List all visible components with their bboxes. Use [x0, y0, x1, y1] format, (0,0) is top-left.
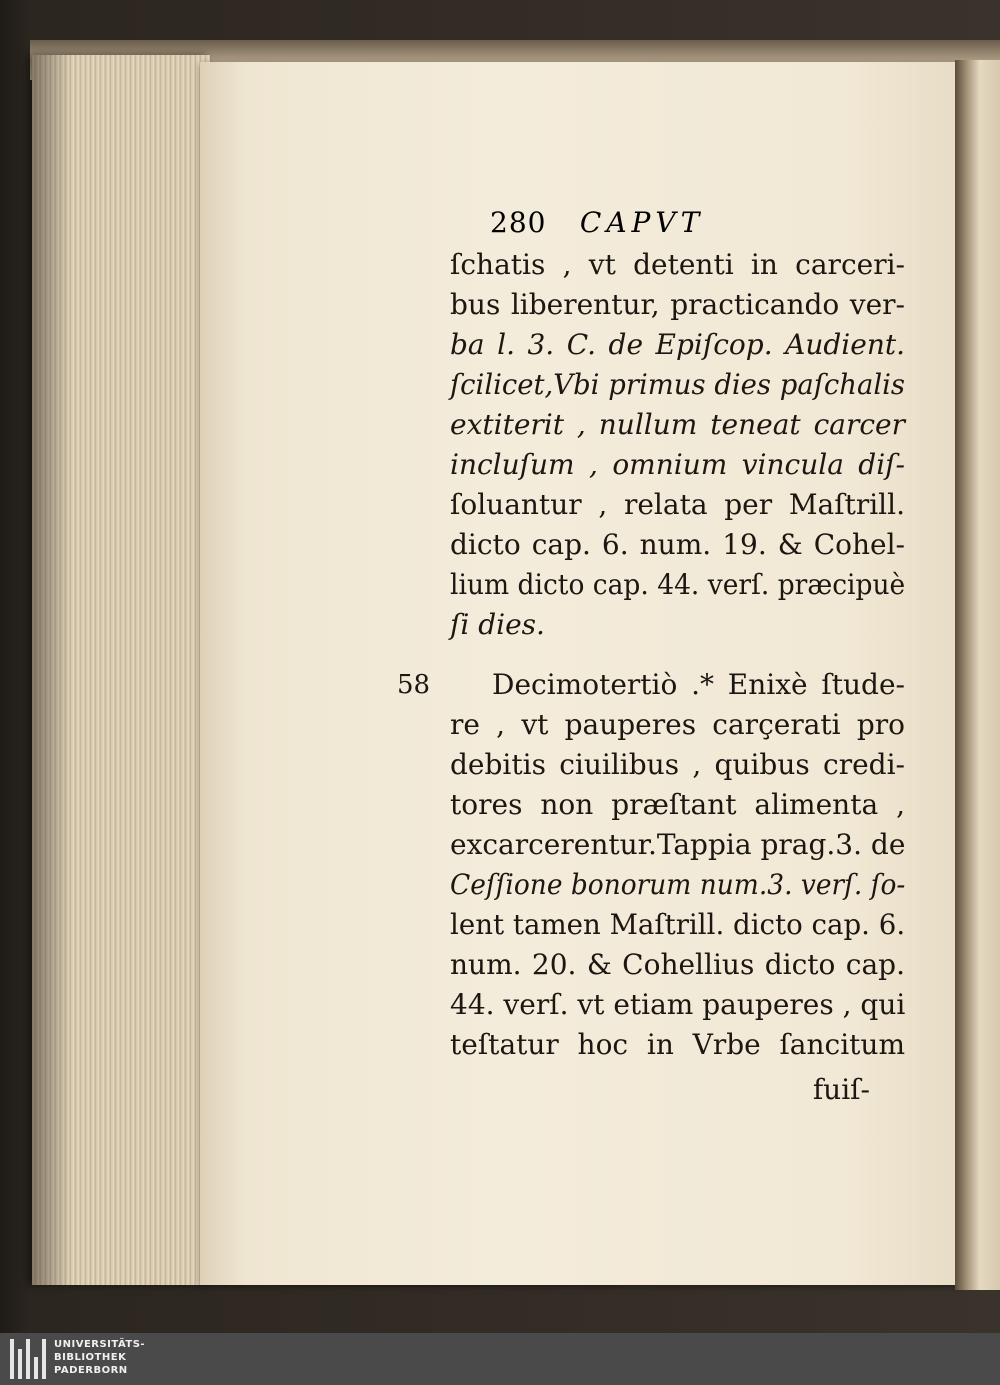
margin-number: 58: [397, 670, 431, 700]
catchword: fuiſ-: [812, 1073, 870, 1106]
text-line: Decimotertiò .* Enixè ſtude-: [492, 668, 905, 701]
library-footer: [0, 1333, 1000, 1385]
text-line: dicto cap. 6. num. 19. & Cohel-: [450, 528, 905, 561]
text-line: ba l. 3. C. de Epiſcop. Audient.: [450, 328, 905, 361]
text-line: ſcilicet,Vbi primus dies paſchalis: [450, 368, 905, 401]
running-head: CAPVT: [579, 206, 705, 239]
text-line: re , vt pauperes carçerati pro: [450, 708, 905, 741]
page-stack-shadow: [32, 55, 72, 1285]
library-logo-icon: [10, 1339, 46, 1379]
text-line: tores non præſtant alimenta ,: [450, 788, 905, 821]
text-line: ſchatis , vt detenti in carceri-: [450, 248, 905, 281]
text-line: excarcerentur.Tappia prag.3. de: [450, 828, 906, 861]
text-line: lium dicto cap. 44. verſ. præcipuè: [450, 568, 906, 601]
text-line: incluſum , omnium vincula diſ-: [450, 448, 905, 481]
library-name: [54, 1338, 145, 1377]
text-line: 44. verſ. vt etiam pauperes , qui: [450, 988, 906, 1021]
running-header: [490, 206, 790, 246]
page-number: 280: [490, 206, 547, 239]
text-line: teſtatur hoc in Vrbe ſancitum: [450, 1028, 905, 1061]
book-gutter: [955, 60, 1000, 1290]
text-line: bus liberentur, practicando ver-: [450, 288, 905, 321]
text-line: Ceſſione bonorum num.3. verſ. ſo-: [450, 868, 906, 901]
text-line: ſi dies.: [450, 608, 545, 641]
text-line: ſoluantur , relata per Maſtrill.: [450, 488, 905, 521]
text-line: lent tamen Maſtrill. dicto cap. 6.: [450, 908, 906, 941]
library-name-line3: PADERBORN: [54, 1365, 128, 1376]
text-line: extiterit , nullum teneat carcer: [450, 408, 905, 441]
library-name-line2: BIBLIOTHEK: [54, 1352, 127, 1363]
library-name-line1: UNIVERSITÄTS-: [54, 1339, 146, 1350]
text-line: debitis ciuilibus , quibus credi-: [450, 748, 905, 781]
text-line: num. 20. & Cohellius dicto cap.: [450, 948, 905, 981]
